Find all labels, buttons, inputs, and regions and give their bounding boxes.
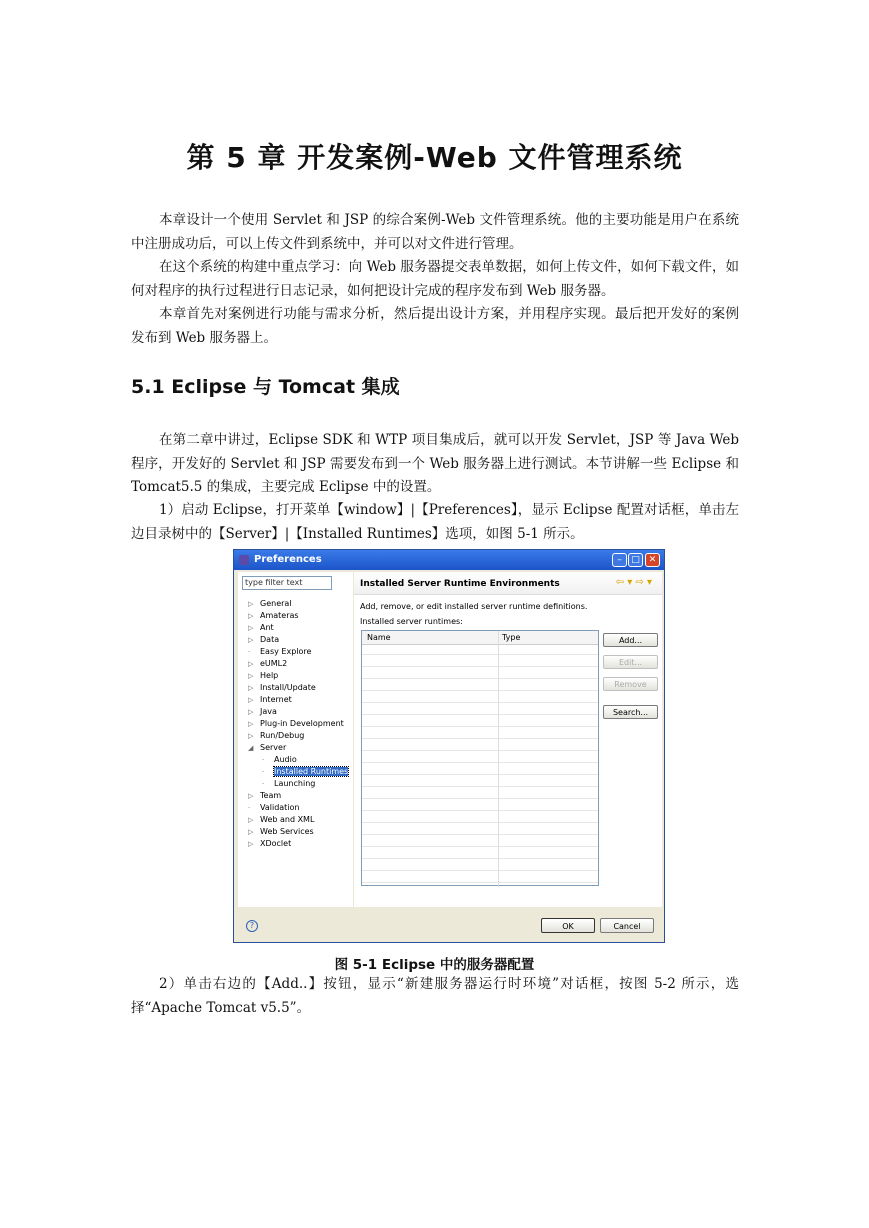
tree-item[interactable] [248,598,348,610]
tree-item-label: Install/Update [260,683,316,692]
tree-expander-icon[interactable]: · [262,780,265,788]
dialog-button-bar [234,910,664,942]
intro-paragraph-1: 本章设计一个使用 Servlet 和 JSP 的综合案例-Web 文件管理系统。他的主要功能是用户在系统中注册成功后，可以上传文件到系统中，并可以对文件进行管理。 [131,212,739,252]
close-icon[interactable]: ✕ [645,553,660,567]
tree-item-label: Audio [274,755,297,764]
tree-item-label: Data [260,635,280,644]
tree-expander-icon[interactable]: ▷ [248,612,254,620]
page-header [354,572,662,595]
add-button[interactable]: Add... [603,633,658,647]
column-type[interactable]: Type [502,633,521,642]
section-title: 5.1 Eclipse 与 Tomcat 集成 [131,376,400,398]
remove-button[interactable]: Remove [603,677,658,691]
figure-caption: 图 5-1 Eclipse 中的服务器配置 [334,957,535,973]
dialog-title: Preferences [254,554,322,565]
help-icon[interactable]: ? [246,920,258,932]
tree-item[interactable] [248,790,348,802]
tree-expander-icon[interactable]: ▷ [248,696,254,704]
tree-expander-icon[interactable]: ▷ [248,732,254,740]
tree-item[interactable] [248,742,348,754]
preferences-tree [248,598,348,850]
maximize-icon[interactable]: □ [628,553,643,567]
tree-item-label: Internet [260,695,292,704]
preferences-dialog [233,549,665,943]
intro-paragraph-2: 在这个系统的构建中重点学习：向 Web 服务器提交表单数据，如何上传文件，如何下载文件，如何对程序的执行过程进行日志记录，如何把设计完成的程序发布到 Web 服务器。 [131,259,739,299]
tree-item-label: XDoclet [260,839,292,848]
tree-item[interactable] [248,634,348,646]
tree-item[interactable] [248,622,348,634]
tree-expander-icon[interactable]: ▷ [248,684,254,692]
tree-item[interactable] [248,718,348,730]
tree-item[interactable] [248,802,348,814]
tree-item[interactable] [248,778,348,790]
section-paragraph-1: 在第二章中讲过，Eclipse SDK 和 WTP 项目集成后，就可以开发 Servlet，JSP 等 Java Web 程序，开发好的 Servlet 和 JSP 需要发布到一个 Web 服务器上进行测试。本节讲解一些 Eclipse 和 Tomcat5.5 的集成，主要完成 Eclipse 中的设置。 [131,432,739,495]
tree-item-label: Java [260,707,277,716]
page-title: Installed Server Runtime Environments [360,579,560,589]
tree-item[interactable] [248,766,348,778]
section-paragraph-2: 1）启动 Eclipse，打开菜单【window】|【Preferences】，显示 Eclipse 配置对话框，单击左边目录树中的【Server】|【Installed Runtimes】选项，如图 5-1 所示。 [131,502,739,542]
tree-expander-icon[interactable]: ▷ [248,636,254,644]
tree-item-label: Team [260,791,282,800]
tree-item[interactable] [248,670,348,682]
preference-page [354,572,662,907]
column-name[interactable]: Name [367,633,391,642]
tree-item-label: General [260,599,292,608]
tree-expander-icon[interactable]: ▷ [248,828,254,836]
tree-expander-icon[interactable]: · [262,756,265,764]
runtimes-table[interactable] [361,630,599,886]
tree-item-label: eUML2 [260,659,288,668]
tree-item-label: Plug-in Development [260,719,344,728]
tree-expander-icon[interactable]: · [248,648,251,656]
table-header [362,631,598,645]
intro-paragraph-3: 本章首先对案例进行功能与需求分析，然后提出设计方案，并用程序实现。最后把开发好的案例发布到 Web 服务器上。 [131,306,739,346]
tree-item-label: Installed Runtimes [274,767,349,776]
tree-item-label: Launching [274,779,316,788]
search-button[interactable]: Search... [603,705,658,719]
tree-item[interactable] [248,694,348,706]
tree-item[interactable] [248,682,348,694]
runtimes-label: Installed server runtimes: [360,617,463,626]
tree-expander-icon[interactable]: ▷ [248,660,254,668]
filter-input[interactable]: type filter text [242,576,332,590]
tree-item-label: Web Services [260,827,314,836]
tree-item[interactable] [248,838,348,850]
edit-button[interactable]: Edit... [603,655,658,669]
tree-expander-icon[interactable]: ◢ [248,744,254,752]
cancel-button[interactable]: Cancel [600,918,654,933]
tree-expander-icon[interactable]: ▷ [248,624,254,632]
dialog-titlebar [234,550,664,570]
tree-item[interactable] [248,826,348,838]
ok-button[interactable]: OK [541,918,595,933]
tree-item-label: Web and XML [260,815,315,824]
tree-expander-icon[interactable]: ▷ [248,840,254,848]
tree-item-label: Validation [260,803,300,812]
tree-expander-icon[interactable]: ▷ [248,672,254,680]
tree-item-label: Run/Debug [260,731,305,740]
after-paragraph: 2）单击右边的【Add..】按钮，显示“新建服务器运行时环境”对话框，按图 5-2 所示，选择“Apache Tomcat v5.5”。 [131,976,739,1016]
tree-expander-icon[interactable]: ▷ [248,708,254,716]
tree-item[interactable] [248,658,348,670]
tree-item[interactable] [248,814,348,826]
column-separator [498,631,499,887]
tree-item[interactable] [248,730,348,742]
preferences-tree-panel [238,572,353,907]
tree-item-label: Ant [260,623,274,632]
navigation-arrows-icon[interactable]: ⇦ ▾ ⇨ ▾ [615,577,652,588]
tree-expander-icon[interactable]: · [248,804,251,812]
tree-item[interactable] [248,754,348,766]
tree-item-label: Help [260,671,279,680]
tree-expander-icon[interactable]: ▷ [248,816,254,824]
chapter-title: 第 5 章 开发案例-Web 文件管理系统 [186,141,683,174]
tree-expander-icon[interactable]: ▷ [248,720,254,728]
tree-expander-icon[interactable]: · [262,768,265,776]
eclipse-icon [239,555,249,565]
tree-item[interactable] [248,706,348,718]
tree-item-label: Server [260,743,287,752]
tree-item[interactable] [248,646,348,658]
page-description: Add, remove, or edit installed server runtime definitions. [360,602,588,611]
minimize-icon[interactable]: – [612,553,627,567]
tree-expander-icon[interactable]: ▷ [248,792,254,800]
tree-expander-icon[interactable]: ▷ [248,600,254,608]
tree-item[interactable] [248,610,348,622]
tree-item-label: Easy Explore [260,647,312,656]
tree-item-label: Amateras [260,611,299,620]
